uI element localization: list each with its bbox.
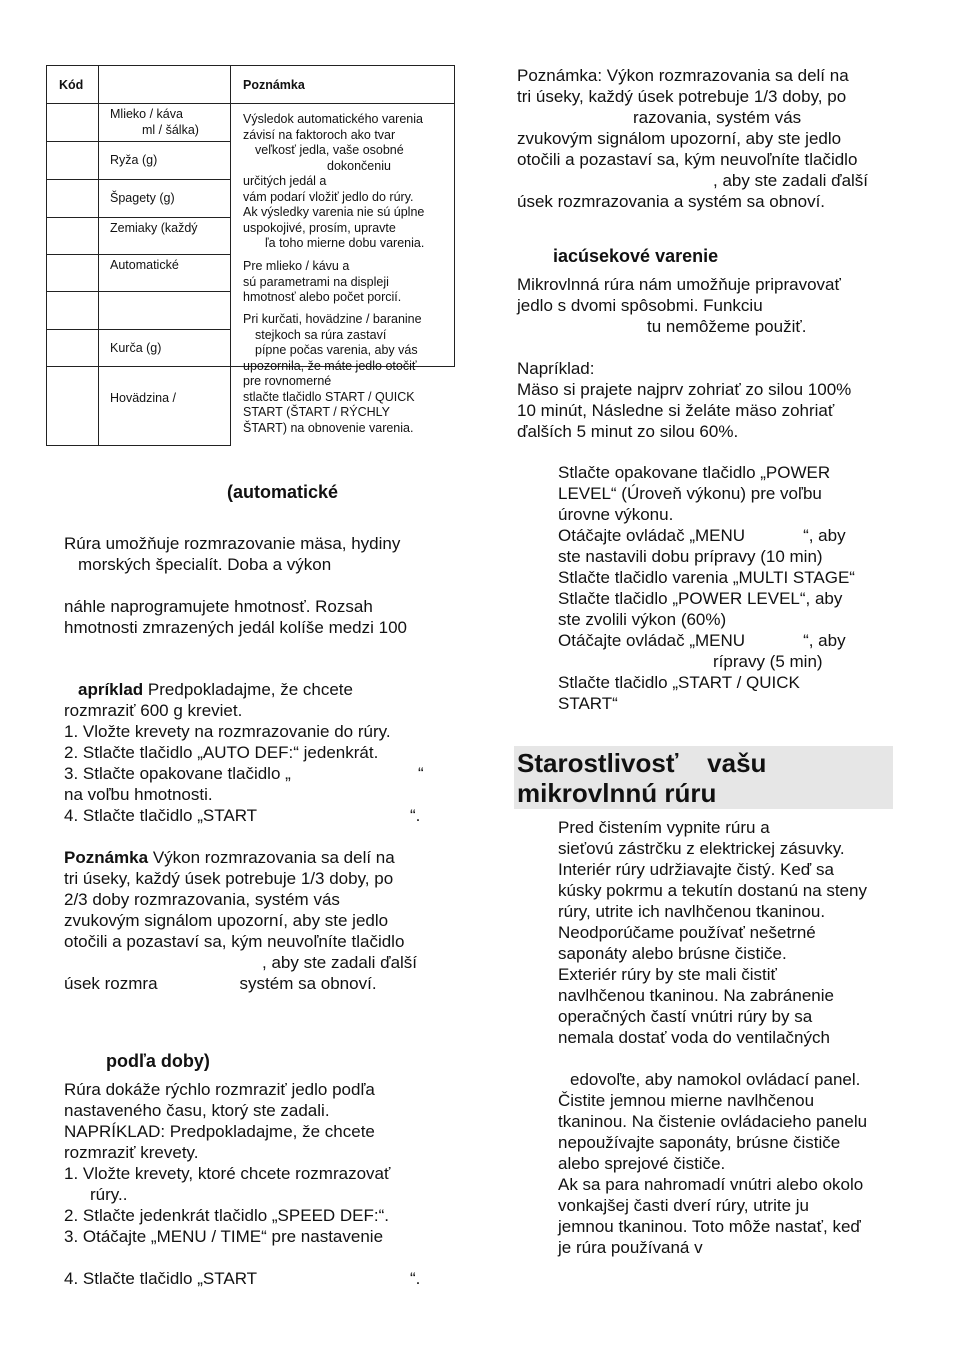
auto-defrost-paragraph: Rúra umožňuje rozmrazovanie mäsa, hydiny morských špecialít. Doba a výkon náhle naprogramujete hmotnosť. Rozsah hmotnosti zmrazených jedál kolíše medzi 100 [64, 534, 407, 637]
note-block-1: Výsledok automatického varenia závisí na faktoroch ako tvar veľkosť jedla, vaše osobné dokončeniu určitých jedál a vám podarí vložiť jedlo do rúry. Ak výsledky varenia nie sú úplne uspokojivé, prosím, upravte ľa toho mierne dobu varenia. [243, 112, 425, 250]
table-row-food: Kurča (g) [99, 330, 231, 367]
care-paragraph: Pred čistením vypnite rúru a sieťovú zástrčku z elektrickej zásuvky. Interiér rúry udržiavajte čistý. Keď sa kúsky pokrmu a tekutín dostanú na steny rúry, utrite ich navlhčenou tkaninou. Neodporúčame používať nešetrné saponáty alebo brúsne čističe. Exteriér rúry by ste mali čistiť navlhčenou tkaninou. Na zabránenie operačných častí vnútri rúry by sa nemala dostať voda do ventilačných edovoľte, aby namokol ovládací panel. Čistite jemnou mierne navlhčenou tkaninou. Na čistenie ovládacieho panelu nepoužívajte saponáty, brúsne čističe alebo sprejové čističe. Ak sa para nahromadí vnútri alebo okolo vonkajšej časti dverí rúry, utrite ju jemnou tkaninou. Toto môže nastať, keď je rúra používaná v [558, 818, 868, 1257]
multi-stage-steps: Stlačte opakovane tlačidlo „POWER LEVEL“ (Úroveň výkonu) pre voľbu úrovne výkonu. Otáčajte ovládač „MENU “, aby ste nastavili dobu prípravy (10 min) Stlačte tlačidlo varenia „MULTI STAGE“ Stlačte tlačidlo „POWER LEVEL“, aby ste zvolili výkon (60%) Otáčajte ovládač „MENU “, aby rípravy (5 min) Stlačte tlačidlo „START / QUICK START“ [558, 463, 855, 713]
table-row-code [47, 255, 99, 292]
time-defrost-paragraph: Rúra dokáže rýchlo rozmraziť jedlo podľa nastaveného času, ktorý ste zadali. NAPRÍKLAD: Predpokladajme, že chcete rozmraziť krevety. 1. Vložte krevety, ktoré chcete rozmrazovať rúry.. 2. Stlačte jedenkrát tlačidlo „SPEED DEF:“. 3. Otáčajte „MENU / TIME“ pre nastavenie 4. Stlačte tlačidlo „START [64, 1080, 391, 1288]
auto-defrost-heading: (automatické [227, 482, 339, 502]
note-block-3: Pri kurčati, hovädzine / baranine stejkoch sa rúra zastaví pípne počas varenia, aby vás upozornila, že máte jedlo otočiť pre rovnomerné stlačte tlačidlo START / QUICK START (ŠTART / RÝCHLY ŠTART) na obnovenie varenia. [243, 312, 422, 435]
table-row-code [47, 180, 99, 218]
time-defrost-heading: podľa doby) [106, 1051, 210, 1071]
quote-mark: “. [410, 1269, 421, 1288]
auto-defrost-example: apríklad Predpokladajme, že chcete rozmraziť 600 g kreviet. 1. Vložte krevety na rozmrazovanie do rúry. 2. Stlačte tlačidlo „AUTO DEF:“ jedenkrát. 3. Stlačte opakovane tlačidlo „ na voľbu hmotnosti. 4. Stlačte tlačidlo „START [64, 680, 391, 825]
table-header-food [99, 66, 231, 104]
table-notes-cell [231, 104, 455, 435]
table-row-food: Automatické [99, 255, 231, 292]
table-header-code: Kód [47, 66, 99, 104]
table-row-food [99, 292, 231, 330]
table-row-code [47, 142, 99, 180]
table-row-food: Hovädzina / [99, 367, 231, 446]
right-defrost-note: Poznámka: Výkon rozmrazovania sa delí na tri úseky, každý úsek potrebuje 1/3 doby, po razovania, systém vás zvukovým signálom upozorní, aby ste jedlo otočili a pozastaví sa, kým neuvoľníte tlačidlo , aby ste zadali ďalší úsek rozmrazovania a systém sa obnoví. [517, 66, 869, 211]
note-block-2: Pre mlieko / kávu a sú parametrami na displeji hmotnosť alebo počet porcií. [243, 259, 402, 304]
multi-stage-paragraph: Mikrovlnná rúra nám umožňuje pripravovať jedlo s dvomi spôsobmi. Funkciu tu nemôžeme použiť. [517, 275, 841, 336]
table-row-food: Zemiaky (každý [99, 218, 231, 255]
table-row-food: Špagety (g) [99, 180, 231, 218]
table-row-code [47, 218, 99, 255]
care-heading: Starostlivosť vašu mikrovlnnú rúru [517, 748, 767, 808]
table-row-code [47, 330, 99, 367]
quote-mark: “ [418, 764, 424, 783]
table-row-food: Ryža (g) [99, 142, 231, 180]
quote-mark: “. [410, 806, 421, 825]
auto-cook-table [46, 65, 455, 446]
table-row-code [47, 292, 99, 330]
table-row-food: Mlieko / káva ml / šálka) [99, 104, 231, 142]
care-heading-box [514, 746, 893, 809]
multi-stage-example: Napríklad: Mäso si prajete najprv zohriať zo silou 100% 10 minút, Následne si želáte mäso zohriať ďalších 5 minut zo silou 60%. [517, 359, 852, 441]
table-header-note: Poznámka [231, 66, 455, 104]
auto-defrost-note: Poznámka Výkon rozmrazovania sa delí na tri úseky, každý úsek potrebuje 1/3 doby, po 2/3 doby rozmrazovania, systém vás zvukovým signálom upozorní, aby ste jedlo otočili a pozastaví sa, kým neuvoľníte tlačidlo , aby ste zadali ďalší úsek rozmra systém sa obnoví. [64, 848, 418, 993]
multi-stage-heading: iacúsekové varenie [553, 246, 719, 266]
table-row-code [47, 104, 99, 142]
table-row-code [47, 367, 99, 446]
